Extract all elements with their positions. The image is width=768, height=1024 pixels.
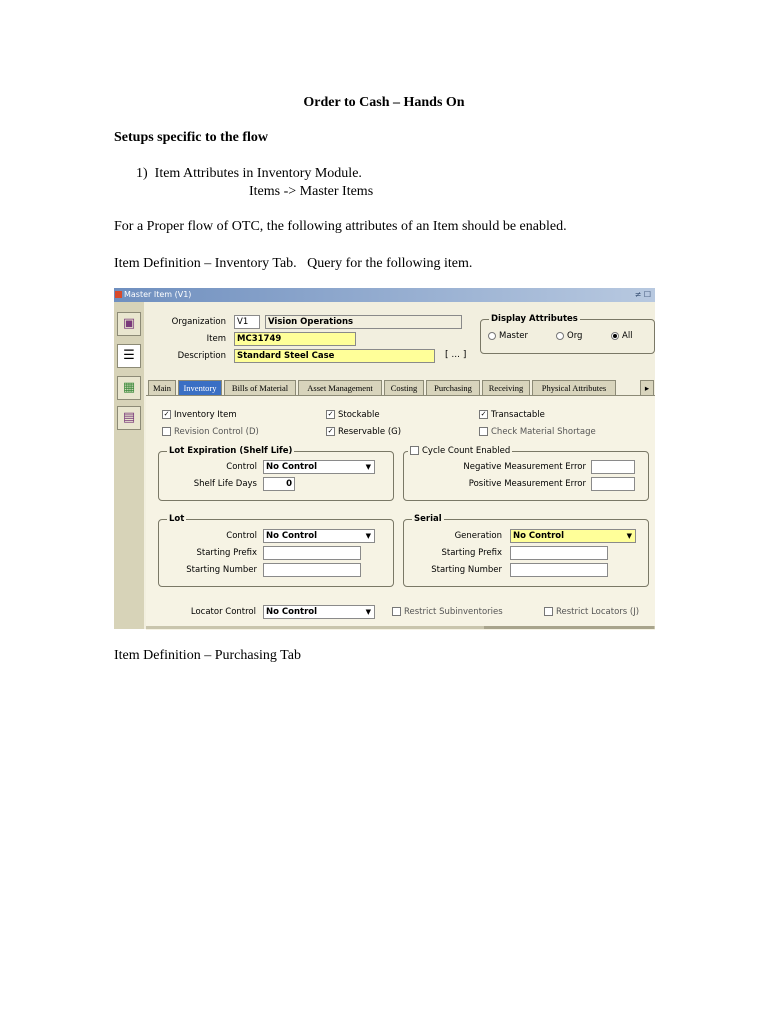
serial-group bbox=[403, 514, 649, 587]
shelf-life-days-field[interactable]: 0 bbox=[263, 477, 295, 491]
unchecked-icon bbox=[410, 446, 419, 455]
item-field[interactable]: MC31749 bbox=[234, 332, 356, 346]
lot-starting-number-field[interactable] bbox=[263, 563, 361, 577]
menu-path: Items -> Master Items bbox=[249, 184, 374, 199]
display-attributes-group bbox=[480, 314, 655, 354]
revision-control-checkbox[interactable] bbox=[162, 427, 259, 437]
chevron-down-icon: ▼ bbox=[365, 608, 371, 616]
negative-measurement-error-field[interactable] bbox=[591, 460, 635, 474]
shelf-life-days-label: Shelf Life Days bbox=[193, 479, 257, 489]
checked-icon: ✓ bbox=[327, 427, 334, 435]
window-title-bar bbox=[114, 288, 655, 302]
window-controls[interactable]: ≠ ☐ bbox=[634, 290, 651, 299]
inventory-item-checkbox[interactable] bbox=[162, 410, 237, 420]
paragraph-intro: For a Proper flow of OTC, the following attributes of an Item should be enabled. bbox=[114, 219, 567, 234]
lot-expiration-control-select[interactable] bbox=[263, 460, 375, 474]
transactable-checkbox[interactable] bbox=[479, 410, 545, 420]
radio-master[interactable] bbox=[488, 331, 528, 341]
locator-control-select[interactable] bbox=[263, 605, 375, 619]
restrict-locators-label: Restrict Locators (J) bbox=[556, 607, 640, 617]
checked-icon: ✓ bbox=[163, 410, 170, 418]
organization-assignment-icon[interactable]: ▦ bbox=[117, 376, 141, 400]
serial-starting-number-label: Starting Number bbox=[431, 565, 502, 575]
organization-label: Organization bbox=[171, 317, 226, 327]
tab-main[interactable]: Main bbox=[148, 380, 176, 395]
check-material-shortage-label: Check Material Shortage bbox=[491, 427, 596, 437]
lot-starting-number-label: Starting Number bbox=[186, 565, 257, 575]
restrict-locators-checkbox[interactable] bbox=[544, 607, 639, 617]
lot-control-select[interactable] bbox=[263, 529, 375, 543]
chevron-down-icon: ▼ bbox=[626, 532, 632, 540]
serial-generation-label: Generation bbox=[454, 531, 502, 541]
tab-asset-management[interactable]: Asset Management bbox=[298, 380, 382, 395]
step-item: 1) Item Attributes in Inventory Module. bbox=[136, 166, 362, 181]
lot-starting-prefix-field[interactable] bbox=[263, 546, 361, 560]
serial-generation-value: No Control bbox=[513, 531, 565, 541]
cycle-count-enabled-label: Cycle Count Enabled bbox=[422, 446, 511, 456]
serial-generation-select[interactable] bbox=[510, 529, 636, 543]
checked-icon: ✓ bbox=[480, 410, 487, 418]
inventory-tab-panel bbox=[146, 395, 655, 630]
stockable-checkbox[interactable] bbox=[326, 410, 380, 420]
check-material-shortage-checkbox[interactable] bbox=[479, 427, 596, 437]
negative-measurement-error-label: Negative Measurement Error bbox=[463, 462, 586, 472]
document-title: Order to Cash – Hands On bbox=[303, 95, 465, 110]
lot-control-label: Control bbox=[226, 531, 257, 541]
scrollbar-thumb[interactable] bbox=[484, 626, 654, 629]
serial-starting-prefix-label: Starting Prefix bbox=[441, 548, 502, 558]
radio-all[interactable] bbox=[611, 331, 633, 341]
serial-title: Serial bbox=[414, 514, 442, 524]
item-label: Item bbox=[206, 334, 226, 344]
restrict-subinventories-checkbox[interactable] bbox=[392, 607, 503, 617]
radio-org[interactable] bbox=[556, 331, 582, 341]
lot-starting-prefix-label: Starting Prefix bbox=[196, 548, 257, 558]
attributes-list-icon[interactable]: ☰ bbox=[117, 344, 141, 368]
radio-org-label: Org bbox=[567, 331, 583, 341]
radio-all-label: All bbox=[622, 331, 633, 341]
tab-scroll-right-icon[interactable]: ▸ bbox=[640, 380, 654, 395]
unchecked-icon bbox=[479, 427, 488, 436]
radio-all-icon bbox=[611, 332, 619, 340]
stockable-label: Stockable bbox=[338, 410, 380, 420]
left-toolbar bbox=[114, 302, 144, 629]
chevron-down-icon: ▼ bbox=[365, 532, 371, 540]
organization-name-field: Vision Operations bbox=[265, 315, 462, 329]
serial-starting-number-field[interactable] bbox=[510, 563, 608, 577]
tab-physical-attributes[interactable]: Physical Attributes bbox=[532, 380, 616, 395]
lot-expiration-group bbox=[158, 446, 394, 501]
locator-control-value: No Control bbox=[266, 607, 318, 617]
window-title: Master Item (V1) bbox=[124, 290, 192, 299]
tab-bills-of-material[interactable]: Bills of Material bbox=[224, 380, 296, 395]
unchecked-icon bbox=[544, 607, 553, 616]
organization-code-field[interactable]: V1 bbox=[234, 315, 260, 329]
locator-control-label: Locator Control bbox=[190, 607, 256, 617]
tab-costing[interactable]: Costing bbox=[384, 380, 424, 395]
radio-master-icon bbox=[488, 332, 496, 340]
lot-title: Lot bbox=[169, 514, 185, 524]
unchecked-icon bbox=[162, 427, 171, 436]
lot-expiration-title: Lot Expiration (Shelf Life) bbox=[169, 446, 293, 456]
reservable-label: Reservable (G) bbox=[338, 427, 402, 437]
display-attributes-title: Display Attributes bbox=[491, 314, 578, 324]
lot-expiration-control-value: No Control bbox=[266, 462, 318, 472]
tab-receiving[interactable]: Receiving bbox=[482, 380, 530, 395]
categories-icon[interactable]: ▤ bbox=[117, 406, 141, 430]
app-icon bbox=[115, 291, 122, 298]
paragraph-inventory-tab: Item Definition – Inventory Tab. Query for the following item. bbox=[114, 256, 473, 271]
cycle-count-enabled-checkbox[interactable] bbox=[408, 446, 512, 456]
cycle-count-group bbox=[403, 446, 649, 501]
positive-measurement-error-field[interactable] bbox=[591, 477, 635, 491]
description-field[interactable]: Standard Steel Case bbox=[234, 349, 435, 363]
chevron-down-icon: ▼ bbox=[365, 463, 371, 471]
reservable-checkbox[interactable] bbox=[326, 427, 401, 437]
lot-expiration-control-label: Control bbox=[226, 462, 257, 472]
description-edit-button[interactable]: [ ... ] bbox=[445, 350, 467, 360]
radio-org-icon bbox=[556, 332, 564, 340]
serial-starting-prefix-field[interactable] bbox=[510, 546, 608, 560]
tab-purchasing[interactable]: Purchasing bbox=[426, 380, 480, 395]
lot-group bbox=[158, 514, 394, 587]
transactable-label: Transactable bbox=[491, 410, 545, 420]
radio-master-label: Master bbox=[499, 331, 529, 341]
lot-control-value: No Control bbox=[266, 531, 318, 541]
checked-icon: ✓ bbox=[327, 410, 334, 418]
restrict-subinventories-label: Restrict Subinventories bbox=[404, 607, 503, 617]
tab-inventory[interactable]: Inventory bbox=[178, 380, 222, 395]
revision-control-label: Revision Control (D) bbox=[174, 427, 259, 437]
section-heading: Setups specific to the flow bbox=[114, 130, 268, 145]
description-label: Description bbox=[177, 351, 226, 361]
paragraph-purchasing-tab: Item Definition – Purchasing Tab bbox=[114, 648, 301, 663]
item-folder-icon[interactable]: ▣ bbox=[117, 312, 141, 336]
positive-measurement-error-label: Positive Measurement Error bbox=[468, 479, 586, 489]
inventory-item-label: Inventory Item bbox=[174, 410, 237, 420]
unchecked-icon bbox=[392, 607, 401, 616]
